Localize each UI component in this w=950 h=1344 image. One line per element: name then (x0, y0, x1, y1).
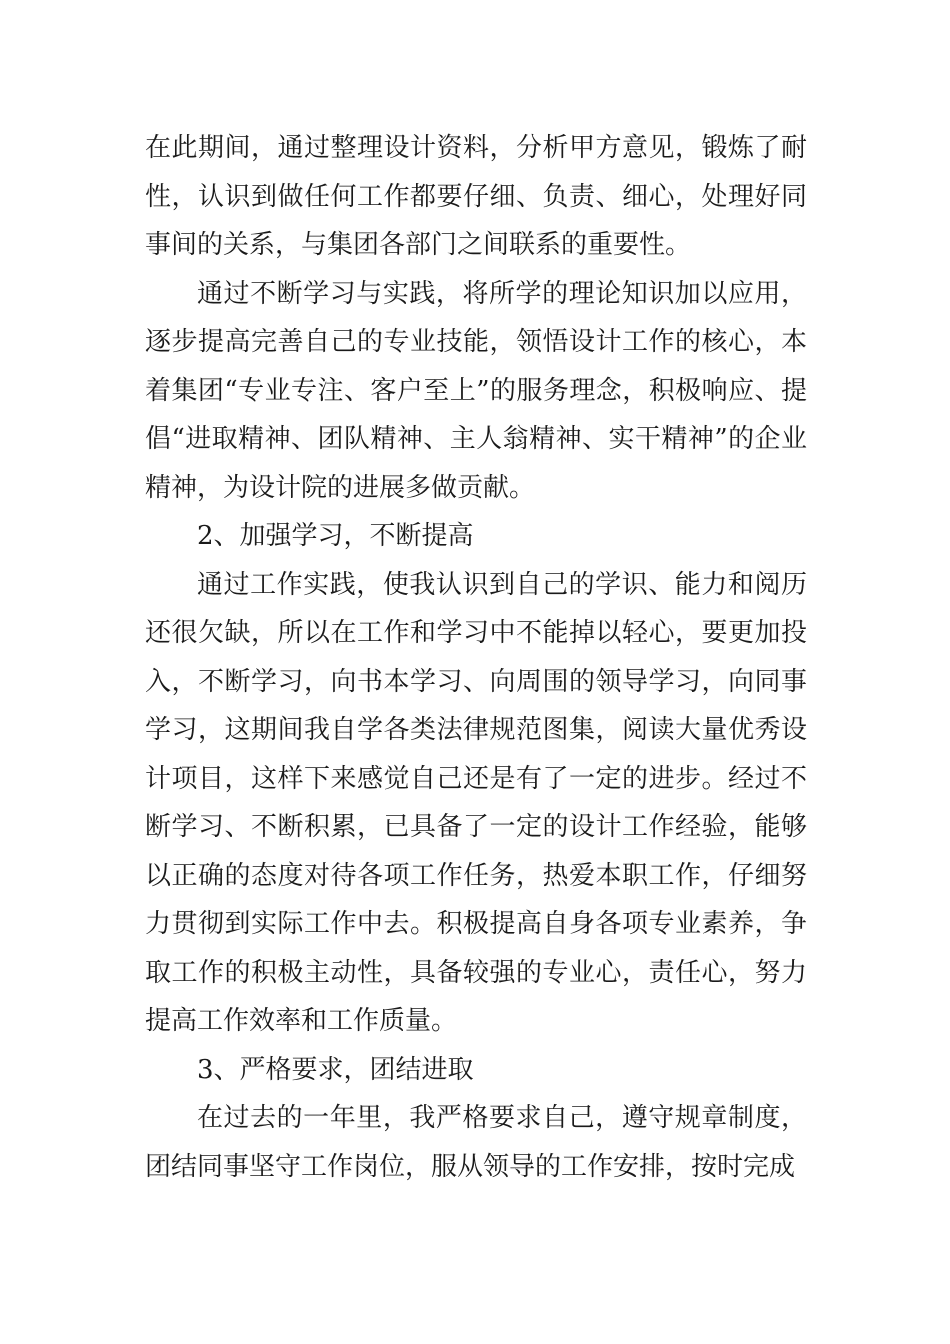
paragraph-2: 通过不断学习与实践，将所学的理论知识加以应用，逐步提高完善自己的专业技能，领悟设计工作的核心，本着集团“专业专注、客户至上”的服务理念，积极响应、提倡“进取精神、团队精神、主人翁精神、实干精神”的企业精神，为设计院的进展多做贡献。 (145, 278, 807, 503)
paragraph-4: 在过去的一年里，我严格要求自己，遵守规章制度，团结同事坚守工作岗位，服从领导的工作安排，按时完成 (145, 1103, 807, 1182)
document-body (145, 124, 807, 1191)
section-heading-2: 2、加强学习，不断提高 (197, 521, 474, 551)
paragraph-1: 在此期间，通过整理设计资料，分析甲方意见，锻炼了耐性，认识到做任何工作都要仔细、负责、细心，处理好同事间的关系，与集团各部门之间联系的重要性。 (145, 133, 807, 260)
section-heading-3: 3、严格要求，团结进取 (197, 1054, 474, 1085)
paragraph-3: 通过工作实践，使我认识到自己的学识、能力和阅历还很欠缺，所以在工作和学习中不能掉以轻心，要更加投入，不断学习，向书本学习、向周围的领导学习，向同事学习，这期间我自学各类法律规范图集，阅读大量优秀设计项目，这样下来感觉自己还是有了一定的进步。经过不断学习、不断积累，已具备了一定的设计工作经验，能够以正确的态度对待各项工作任务，热爱本职工作，仔细努力贯彻到实际工作中去。积极提高自身各项专业素养，争取工作的积极主动性，具备较强的专业心，责任心，努力提高工作效率和工作质量。 (145, 569, 807, 1036)
